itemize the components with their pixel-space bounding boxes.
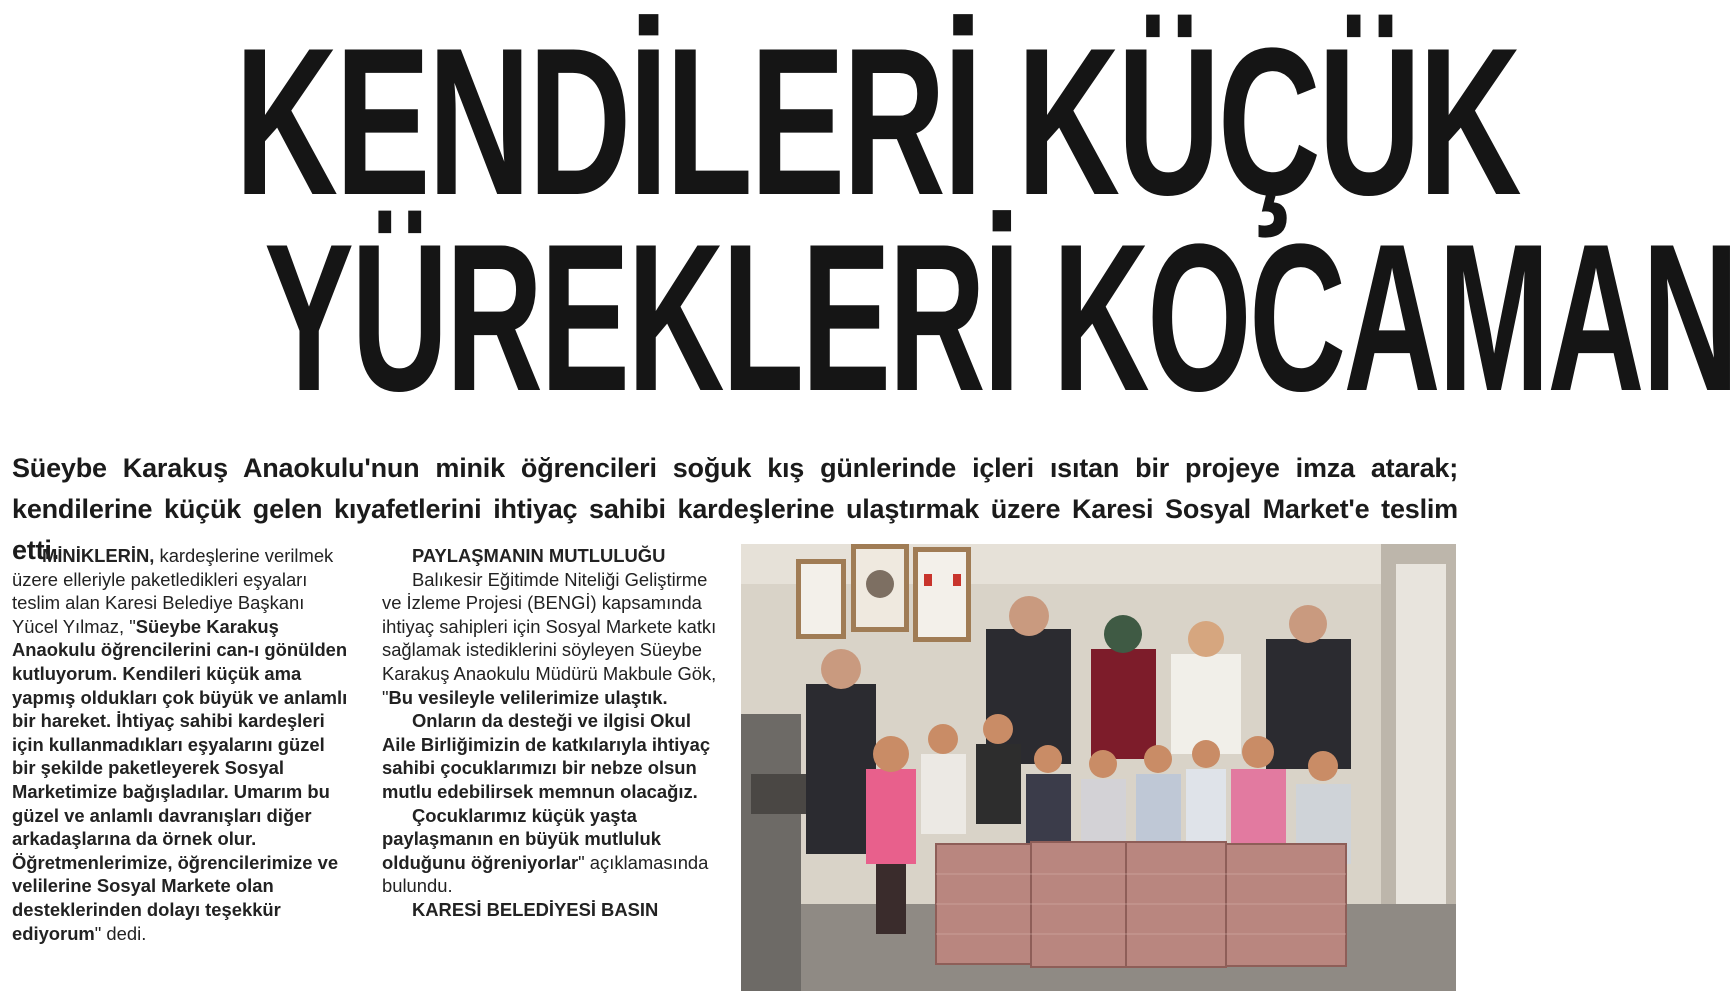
column1-text-1: kardeşlerine verilmek üzere elleriyle paketledikleri eşyaları teslim alan Karesi Belediye Başkanı Yücel Yılmaz, " bbox=[12, 545, 334, 637]
column2-p3-text: " açıklamasında bulundu. bbox=[382, 851, 709, 897]
column1-text-2: " dedi. bbox=[94, 922, 147, 944]
column2-p1-bold: Bu vesileyle velilerimize ulaştık. bbox=[388, 686, 668, 708]
column2-paragraph-1 bbox=[382, 568, 718, 710]
lead-paragraph: Süeybe Karakuş Anaokulu'nun minik öğrencileri soğuk kış günlerinde içleri ısıtan bir projeye imza atarak; kendilerine küçük gelen kıyafetlerini ihtiyaç sahibi kardeşlerine ulaştırmak üzere Karesi Sosyal Market'e teslim etti. bbox=[12, 453, 1458, 565]
column1-lead-word: MİNİKLERİN, bbox=[42, 545, 155, 566]
column2-paragraph-3 bbox=[382, 804, 718, 898]
column1-quote: Süeybe Karakuş Anaokulu öğrencilerini can-ı gönülden kutluyorum. Kendileri küçük ama yapmış oldukları çok büyük ve anlamlı bir hareket. İhtiyaç sahibi kardeşleri için kullanmadıkları eşyalarını güzel bir şekilde paketleyerek Sosyal Marketimize bağışladılar. Umarım bu güzel ve anlamlı davranışları diğer arkadaşlarına da örnek olur. Öğretmenlerimize, öğrencilerimize ve velilerine Sosyal Markete olan desteklerinden dolayı teşekkür ediyorum bbox=[12, 615, 348, 944]
column2-p1-text: Balıkesir Eğitimde Niteliği Geliştirme ve İzleme Projesi (BENGİ) kapsamında ihtiyaç sahipleri için Sosyal Markete katkı sağlamak istediklerini söyleyen Süeybe Karakuş Anaokulu Müdürü Makbule Gök, " bbox=[382, 568, 717, 708]
news-photo bbox=[741, 544, 1456, 991]
photo-illustration bbox=[741, 544, 1456, 991]
headline-line-2: YÜREKLERİ KOCAMAN bbox=[264, 200, 1736, 435]
headline-line-1: KENDİLERİ KÜÇÜK bbox=[234, 4, 1519, 239]
article-column-1 bbox=[12, 544, 352, 945]
article-column-2 bbox=[382, 544, 718, 922]
column2-subheading: PAYLAŞMANIN MUTLULUĞU bbox=[412, 545, 666, 566]
photo-credit: KARESİ BELEDİYESİ BASIN bbox=[412, 898, 659, 920]
column2-p2-bold: Onların da desteği ve ilgisi Okul Aile Birliğimizin de katkılarıyla ihtiyaç sahibi çocuklarımızı bir nebze olsun mutlu edebilirsek memnun olacağız. bbox=[382, 710, 711, 802]
column2-paragraph-2 bbox=[382, 709, 718, 803]
column2-p3-bold: Çocuklarımız küçük yaşta paylaşmanın en büyük mutluluk olduğunu öğreniyorlar bbox=[382, 804, 661, 873]
column1-paragraph bbox=[12, 544, 352, 945]
